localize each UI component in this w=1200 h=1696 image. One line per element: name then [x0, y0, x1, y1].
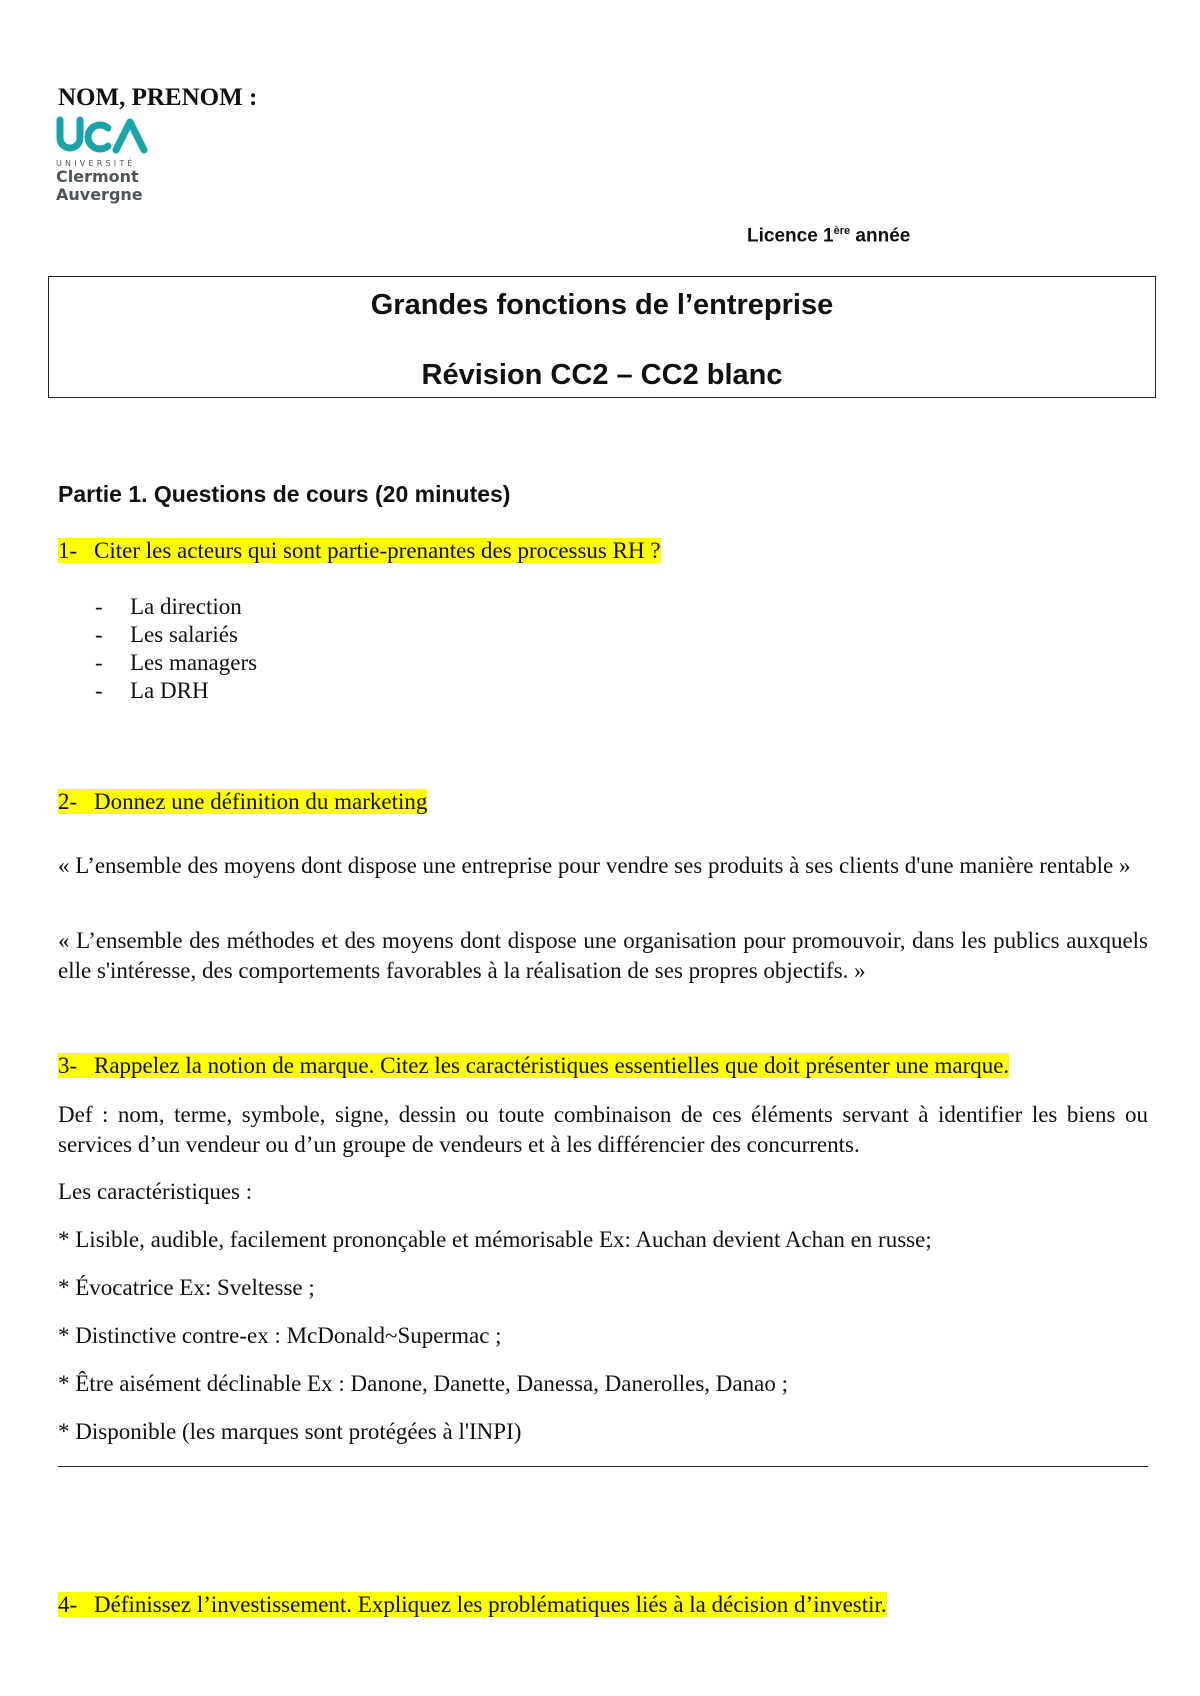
caracteristique-item: * Disponible (les marques sont protégées à l'INPI) — [58, 1419, 522, 1444]
caracteristique-item: * Lisible, audible, facilement prononçable et mémorisable Ex: Auchan devient Achan en russe; — [58, 1227, 932, 1252]
licence-prefix: Licence 1 — [747, 225, 834, 247]
uca-logo-icon — [56, 116, 148, 154]
list-item: - Les managers — [95, 650, 258, 675]
caracteristique-item: * Distinctive contre-ex : McDonald~Supermac ; — [58, 1323, 502, 1348]
question-4-highlight — [58, 1592, 887, 1617]
document-title: Grandes fonctions de l’entreprise — [370, 289, 834, 321]
question-1 — [58, 536, 661, 566]
question-1-number: 1- — [58, 538, 78, 563]
logo-universite-text: UNIVERSITÉ — [56, 159, 136, 168]
question-3-number: 3- — [58, 1053, 78, 1078]
list-item: - Les salariés — [95, 622, 238, 647]
question-2-answer-2: « L’ensemble des méthodes et des moyens dont dispose une organisation pour promouvoir, dans les publics auxquels elle s'intéresse, des comportements favorables à la réalisation de ses propres objectifs. » — [58, 928, 1148, 983]
partie1-heading: Partie 1. Questions de cours (20 minutes) — [58, 481, 511, 507]
question-4-text: Définissez l’investissement. Expliquez les problématiques liés à la décision d’investir. — [94, 1592, 887, 1617]
question-3-highlight — [58, 1053, 1009, 1078]
document-subtitle: Révision CC2 – CC2 blanc — [421, 359, 783, 391]
question-3-text: Rappelez la notion de marque. Citez les caractéristiques essentielles que doit présenter une marque. — [94, 1053, 1010, 1078]
licence-superscript: ère — [833, 225, 851, 237]
question-2-answer-1: « L’ensemble des moyens dont dispose une entreprise pour vendre ses produits à ses clients d'une manière rentable » — [58, 853, 1131, 878]
question-2-highlight — [58, 789, 427, 814]
question-2-number: 2- — [58, 789, 78, 814]
question-3-definition: Def : nom, terme, symbole, signe, dessin ou toute combinaison de ces éléments servant à identifier les biens ou services d’un vendeur ou d’un groupe de vendeurs et à les différencier des concurrents. — [58, 1102, 1148, 1157]
question-1-text: Citer les acteurs qui sont partie-prenantes des processus RH ? — [94, 538, 661, 563]
licence-label — [747, 225, 910, 247]
caracteristique-item: * Évocatrice Ex: Sveltesse ; — [58, 1275, 315, 1300]
question-4 — [58, 1590, 887, 1620]
university-logo — [56, 116, 166, 204]
question-2-text: Donnez une définition du marketing — [94, 789, 428, 814]
title-box — [48, 276, 1156, 398]
separator-line — [58, 1466, 1148, 1467]
list-item: - La DRH — [95, 678, 209, 703]
logo-clermont-text: Clermont — [56, 167, 139, 186]
question-3 — [58, 1051, 1009, 1081]
question-3-caract-label: Les caractéristiques : — [58, 1179, 253, 1204]
question-2 — [58, 787, 427, 817]
licence-suffix: année — [850, 225, 911, 247]
caracteristique-item: * Être aisément déclinable Ex : Danone, Danette, Danessa, Danerolles, Danao ; — [58, 1371, 788, 1396]
list-item: - La direction — [95, 594, 242, 619]
question-1-highlight — [58, 538, 661, 563]
logo-auvergne-text: Auvergne — [56, 185, 143, 204]
nom-prenom-label: NOM, PRENOM : — [58, 84, 258, 111]
question-1-answers — [95, 592, 257, 704]
question-4-number: 4- — [58, 1592, 78, 1617]
